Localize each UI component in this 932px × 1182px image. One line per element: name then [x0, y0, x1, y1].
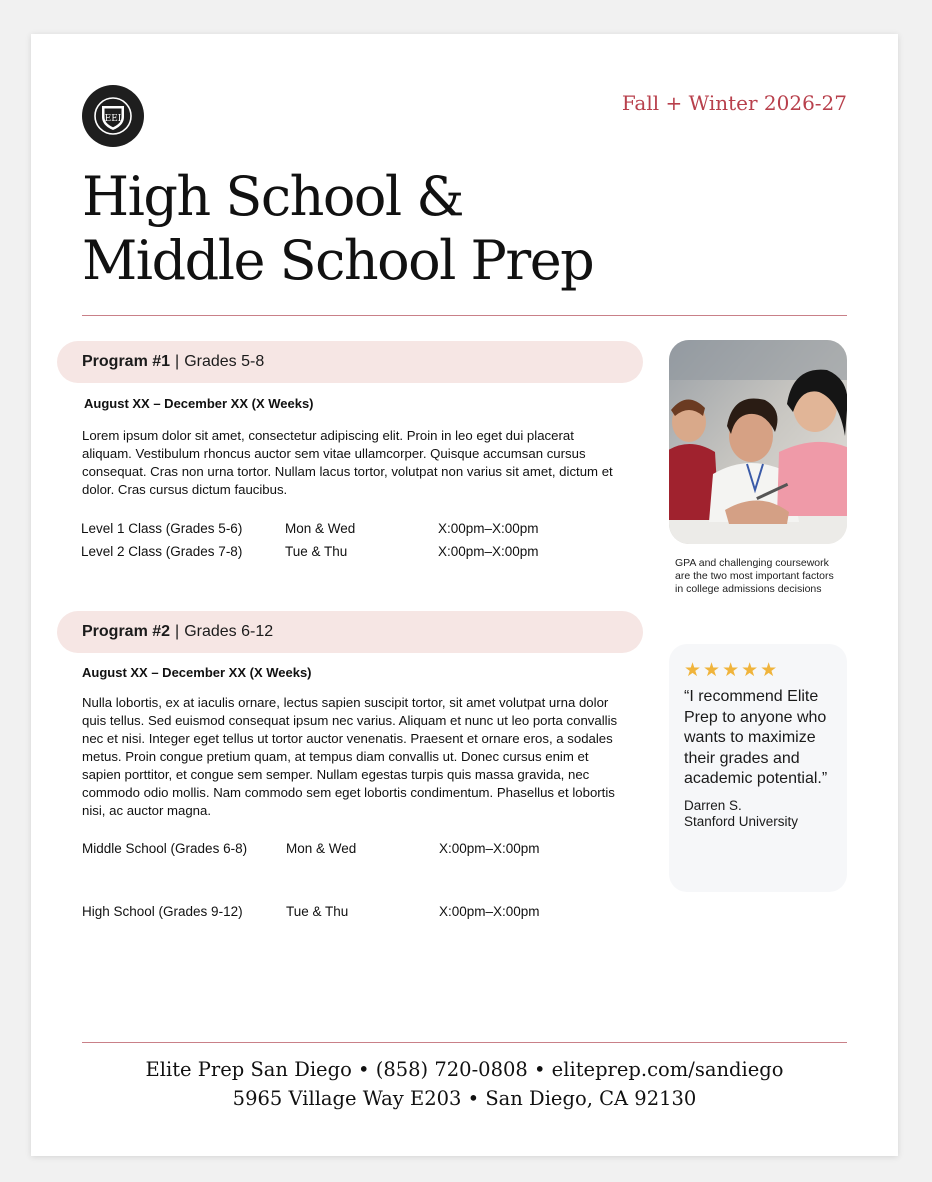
program-1-dates: August XX – December XX (X Weeks) — [84, 396, 314, 411]
program-2-row-1-time: X:00pm–X:00pm — [439, 841, 540, 856]
program-1-description: Lorem ipsum dolor sit amet, consectetur adipiscing elit. Proin in leo eget dui placerat aliquam. Vestibulum rhoncus auctor sem vitae ullamcorper. Quisque accumsan cursus consequat. Cras non urna tortor. Nullam lacus tortor, volutpat non varius sit amet, dictum et dolor. Cras cursus dictum faucibus. — [82, 428, 613, 497]
program-1-row-2-time: X:00pm–X:00pm — [438, 544, 539, 559]
photo-caption: GPA and challenging coursework are the two most important factors in college admissions decisions — [675, 557, 834, 595]
program-2-row-2-days: Tue & Thu — [286, 904, 349, 919]
program-1-row-1-time: X:00pm–X:00pm — [438, 521, 539, 536]
svg-text:EEI: EEI — [104, 114, 122, 124]
program-2-separator: | — [175, 623, 180, 640]
footer-contact: Elite Prep San Diego • (858) 720-0808 • eliteprep.com/sandiego — [145, 1058, 784, 1081]
program-2-row-2-time: X:00pm–X:00pm — [439, 904, 540, 919]
footer-address: 5965 Village Way E203 • San Diego, CA 92130 — [232, 1087, 697, 1110]
program-1-separator: | — [175, 353, 180, 370]
page-title — [82, 165, 593, 293]
reviewer-school: Stanford University — [684, 813, 799, 829]
footer-divider — [82, 1042, 847, 1043]
program-1-label: Program #1 — [82, 353, 171, 370]
program-2-dates: August XX – December XX (X Weeks) — [82, 665, 312, 680]
reviewer-name: Darren S. — [684, 797, 742, 813]
program-2-label: Program #2 — [82, 623, 171, 640]
program-2-row-1-class: Middle School (Grades 6-8) — [82, 841, 248, 856]
program-2-header — [57, 611, 643, 653]
program-2-row-2-class: High School (Grades 9-12) — [82, 904, 243, 919]
program-2-grades: Grades 6-12 — [184, 623, 274, 640]
logo — [82, 85, 144, 147]
program-1-grades: Grades 5-8 — [184, 353, 265, 370]
students-studying-illustration — [669, 340, 847, 544]
testimonial-author — [684, 798, 835, 830]
flyer-page — [31, 34, 898, 1156]
program-2-description: Nulla lobortis, ex at iaculis ornare, lectus sapien suscipit tortor, sit amet volutpat urna dolor quis tellus. Sed euismod consequat ipsum nec varius. Aliquam et nunc ut leo porta convallis nec et nisi. Integer eget tellus ut tortor auctor venenatis. Praesent et ornare eros, a sodales metus. Proin congue pretium quam, at tempus diam convallis ut. Donec cursus enim et sapien porttitor, et congue sem semper. Nullam egestas turpis quis massa gravida, nec commodo odio mollis. Nam commodo sem eget lobortis condimentum. Phasellus et lobortis nisi, ac auctor magna. — [82, 695, 618, 818]
testimonial-quote: “I recommend Elite Prep to anyone who wants to maximize their grades and academic potential.” — [684, 688, 828, 787]
program-1-row-1-class: Level 1 Class (Grades 5-6) — [81, 521, 243, 536]
testimonial-card — [669, 644, 847, 892]
program-1-row-2-days: Tue & Thu — [285, 544, 348, 559]
term-label: Fall + Winter 2026-27 — [621, 91, 847, 115]
program-1-header — [57, 341, 643, 383]
title-line-2: Middle School Prep — [82, 229, 594, 292]
program-1-row-2-class: Level 2 Class (Grades 7-8) — [81, 544, 243, 559]
header-divider — [82, 315, 847, 316]
program-2-row-1-days: Mon & Wed — [286, 841, 357, 856]
program-1-row-1-days: Mon & Wed — [285, 521, 356, 536]
students-photo — [669, 340, 847, 544]
title-line-1: High School & — [82, 165, 463, 228]
shield-crest-icon — [93, 96, 133, 136]
star-rating: ★★★★★ — [684, 660, 780, 681]
